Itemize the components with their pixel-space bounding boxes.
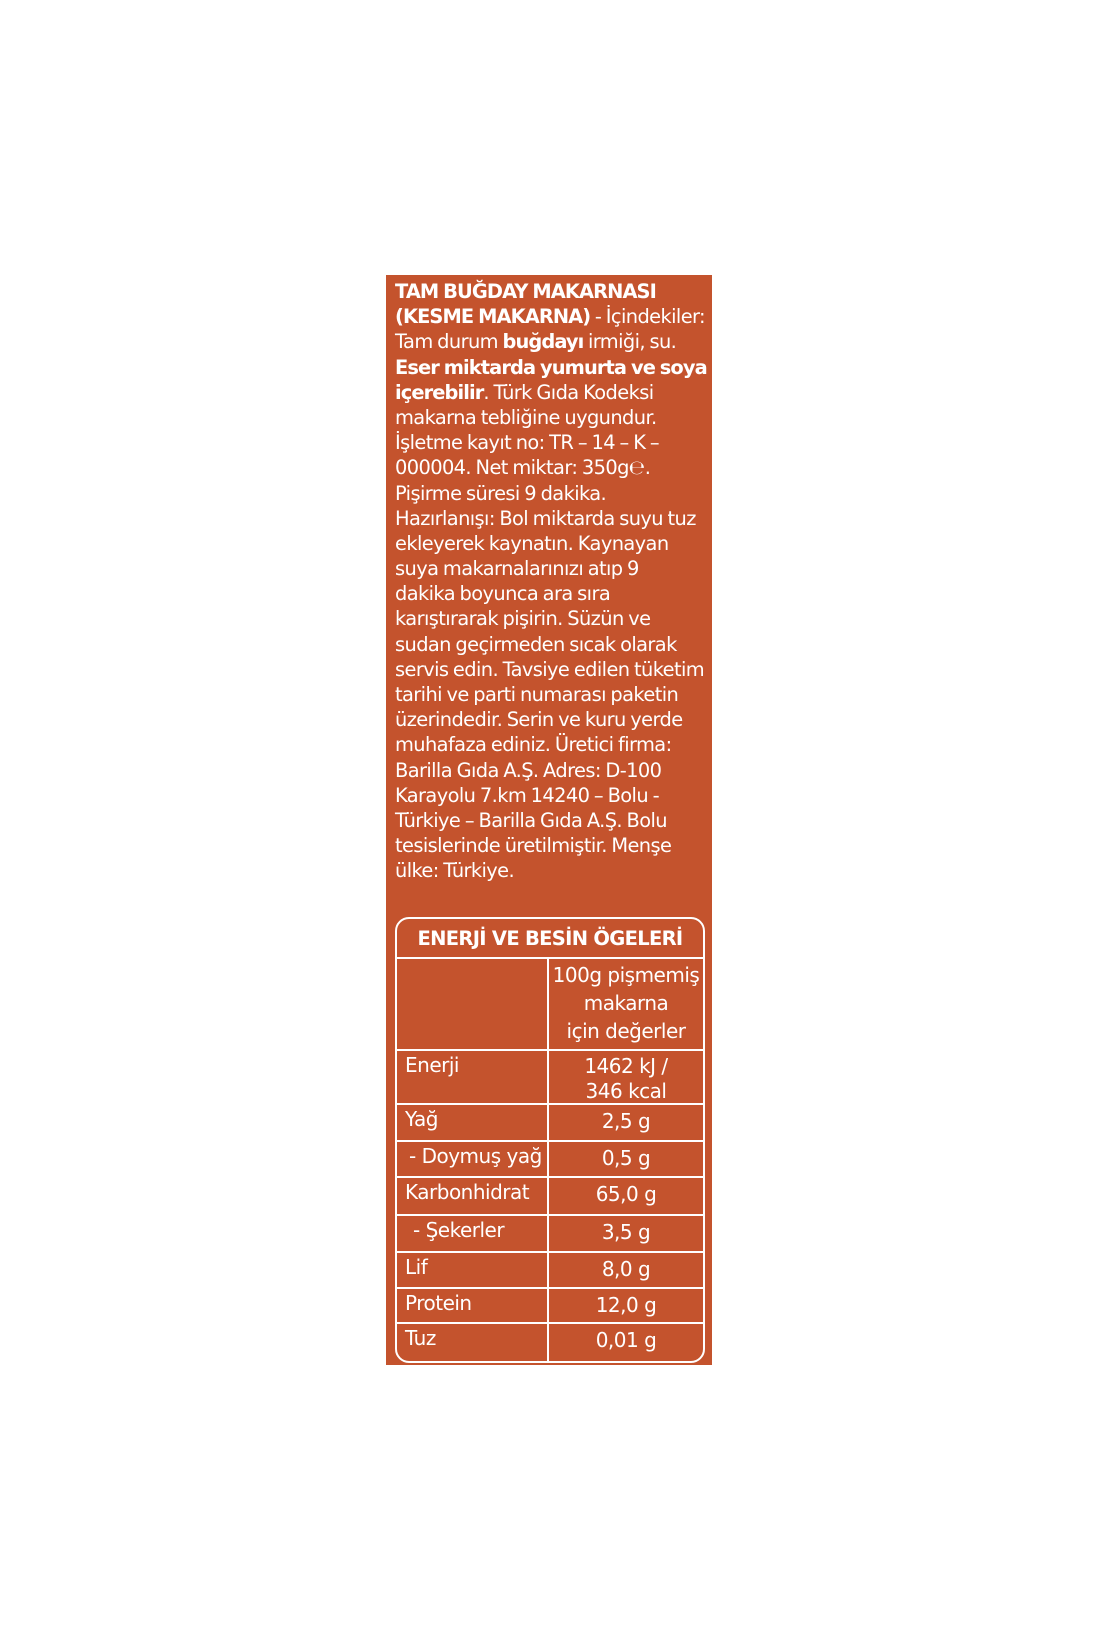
text-line: [395, 279, 707, 304]
product-label-panel: [386, 275, 712, 1365]
text-line: [395, 329, 707, 354]
nutrient-name: Tuz: [397, 1324, 549, 1361]
preparation-text: Hazırlanışı: Bol miktarda suyu tuz: [395, 506, 696, 530]
text-line: [395, 304, 707, 329]
preparation-text: servis edin. Tavsiye edilen tüketim: [395, 657, 705, 681]
nutrition-row-protein: [397, 1289, 703, 1324]
origin-text: ülke: Türkiye.: [395, 859, 515, 883]
header-value-line: 100g pişmemiş: [552, 963, 700, 987]
text-line: [395, 380, 707, 405]
preparation-text: suya makarnalarınızı atıp 9: [395, 557, 639, 581]
nutrition-row-fat: [397, 1105, 703, 1142]
text-line: [395, 355, 707, 380]
nutrient-name: Protein: [397, 1289, 549, 1322]
nutrition-row-fibre: [397, 1253, 703, 1289]
preparation-text: ekleyerek kaynatın. Kaynayan: [395, 531, 669, 555]
nutrition-title: ENERJİ VE BESİN ÖGELERİ: [397, 919, 703, 959]
text-line: [395, 455, 707, 480]
manufacturer-text: muhafaza ediniz. Üretici firma:: [395, 733, 672, 757]
energy-kj: 1462 kJ /: [584, 1054, 668, 1078]
ingredients-part: irmiği, su.: [583, 330, 677, 354]
estimated-sign-icon: ℮: [628, 456, 645, 480]
ingredients-part: Tam durum: [395, 330, 503, 354]
product-name: TAM BUĞDAY MAKARNASI: [395, 280, 656, 303]
manufacturer-text: Karayolu 7.km 14240 – Bolu -: [395, 783, 659, 807]
nutrient-value: 0,5 g: [601, 1146, 651, 1170]
cooking-time: Pişirme süresi 9 dakika.: [395, 481, 607, 505]
header-value-line: için değerler: [566, 1019, 686, 1043]
nutrition-row-saturated-fat: [397, 1142, 703, 1178]
nutrient-name: Karbonhidrat: [397, 1178, 549, 1214]
nutrient-value: 65,0 g: [595, 1182, 657, 1206]
origin-text: tesislerinde üretilmiştir. Menşe: [395, 834, 672, 858]
storage-text: tarihi ve parti numarası paketin: [395, 683, 679, 706]
ingredients-text: [395, 279, 707, 884]
nutrient-value: 0,01 g: [595, 1328, 657, 1352]
nutrient-value: 8,0 g: [601, 1257, 651, 1281]
nutrient-name: Yağ: [397, 1105, 549, 1140]
registration-number: İşletme kayıt no: TR – 14 – K –: [395, 431, 659, 455]
nutrient-name: - Şekerler: [397, 1216, 549, 1251]
header-value-line: makarna: [583, 991, 669, 1015]
product-subname: (KESME MAKARNA): [395, 305, 591, 329]
punctuation: .: [644, 456, 651, 480]
nutrition-row-salt: [397, 1324, 703, 1361]
manufacturer-text: Türkiye – Barilla Gıda A.Ş. Bolu: [395, 808, 667, 832]
nutrient-name: - Doymuş yağ: [397, 1142, 549, 1176]
nutrient-value: 12,0 g: [595, 1293, 657, 1317]
manufacturer-text: Barilla Gıda A.Ş. Adres: D-100: [395, 758, 662, 782]
nutrition-row-energy: [397, 1051, 703, 1105]
nutrient-value: 2,5 g: [601, 1109, 651, 1133]
preparation-text: karıştırarak pişirin. Süzün ve: [395, 607, 651, 631]
nutrient-name: Enerji: [397, 1051, 549, 1103]
nutrient-value: [549, 1051, 703, 1103]
nutrient-value: 3,5 g: [601, 1220, 651, 1244]
nutrition-header-empty: [397, 959, 549, 1049]
allergen-warning: Eser miktarda yumurta ve soya: [395, 355, 707, 379]
net-quantity: 000004. Net miktar: 350g: [395, 456, 629, 480]
allergen-warning-end: içerebilir: [395, 380, 484, 404]
nutrition-header-value: [549, 959, 703, 1049]
energy-kcal: 346 kcal: [585, 1079, 667, 1103]
storage-text: üzerindedir. Serin ve kuru yerde: [395, 708, 683, 732]
nutrition-row-sugars: [397, 1216, 703, 1253]
preparation-text: dakika boyunca ara sıra: [395, 582, 611, 606]
nutrient-name: Lif: [397, 1253, 549, 1287]
nutrition-row-carbohydrate: [397, 1178, 703, 1216]
nutrition-table: [395, 917, 705, 1363]
nutrition-header-row: [397, 959, 703, 1051]
text-line: makarna tebliğine uygundur.: [395, 405, 657, 429]
codex-text: . Türk Gıda Kodeksi: [483, 380, 654, 404]
preparation-text: sudan geçirmeden sıcak olarak: [395, 632, 677, 656]
ingredients-lead: - İçindekiler:: [590, 305, 705, 329]
allergen-wheat: buğdayı: [502, 330, 584, 354]
